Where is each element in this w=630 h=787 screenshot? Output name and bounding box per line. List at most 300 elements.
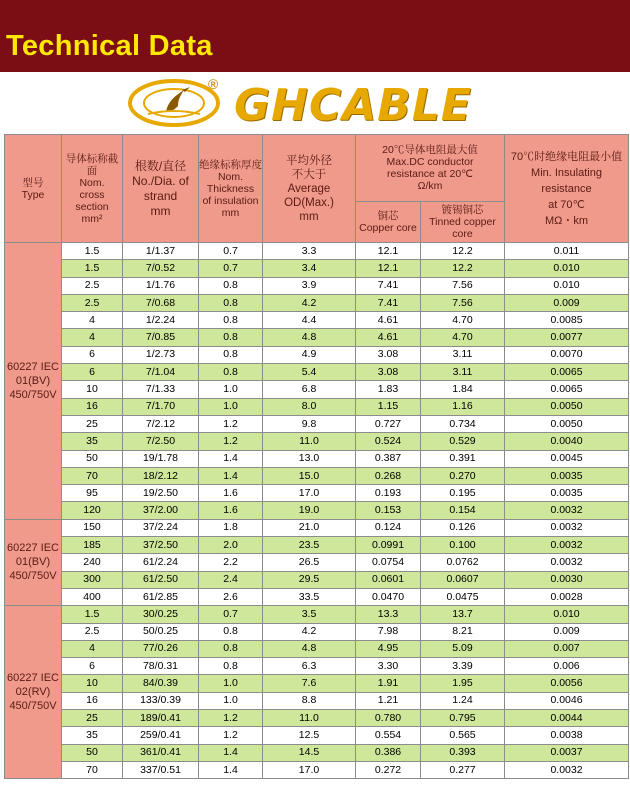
header-line: Copper core [359, 222, 417, 234]
table-cell: 4 [62, 640, 123, 657]
table-cell: 0.8 [199, 312, 263, 329]
table-cell: 1.15 [356, 398, 421, 415]
table-cell: 17.0 [263, 761, 356, 778]
table-row [5, 658, 629, 675]
table-cell: 1.83 [356, 381, 421, 398]
table-cell: 3.08 [356, 364, 421, 381]
table-cell: 0.270 [421, 467, 505, 484]
type-cell [5, 606, 62, 779]
header-copper-core [356, 202, 421, 243]
table-cell: 0.0045 [505, 450, 629, 467]
table-cell: 0.0037 [505, 744, 629, 761]
table-cell: 4.8 [263, 640, 356, 657]
table-cell: 7.6 [263, 675, 356, 692]
table-cell: 50 [62, 744, 123, 761]
header-strand [123, 135, 199, 243]
header-line: Nom. [79, 176, 105, 189]
table-cell: 0.0032 [505, 519, 629, 536]
table-row [5, 606, 629, 623]
table-cell: 35 [62, 727, 123, 744]
table-cell: 7/0.52 [123, 260, 199, 277]
table-cell: 16 [62, 398, 123, 415]
table-cell: 1/1.76 [123, 277, 199, 294]
table-cell: 1.6 [199, 485, 263, 502]
table-cell: 1/2.73 [123, 346, 199, 363]
table-cell: 361/0.41 [123, 744, 199, 761]
registered-mark: ® [208, 76, 219, 92]
table-cell: 19/1.78 [123, 450, 199, 467]
table-row [5, 346, 629, 363]
table-cell: 0.0028 [505, 588, 629, 605]
table-cell: 0.0762 [421, 554, 505, 571]
table-cell: 23.5 [263, 537, 356, 554]
table-cell: 0.386 [356, 744, 421, 761]
header-average-od [263, 135, 356, 243]
table-cell: 8.0 [263, 398, 356, 415]
table-cell: 120 [62, 502, 123, 519]
table-cell: 7.98 [356, 623, 421, 640]
header-line: 镀锡铜芯 [441, 204, 484, 216]
table-row [5, 502, 629, 519]
header-line: Thickness [206, 182, 255, 195]
table-cell: 0.0056 [505, 675, 629, 692]
header-line: resistance at 20℃ [387, 168, 473, 180]
table-cell: 0.8 [199, 346, 263, 363]
header-insulating-resistance [505, 135, 629, 243]
table-cell: 7.56 [421, 277, 505, 294]
table-row [5, 312, 629, 329]
type-line: 01(BV) [15, 556, 51, 569]
table-cell: 7/2.12 [123, 415, 199, 432]
table-cell: 70 [62, 467, 123, 484]
table-cell: 1.0 [199, 381, 263, 398]
table-cell: 0.0050 [505, 415, 629, 432]
table-cell: 3.30 [356, 658, 421, 675]
table-row [5, 450, 629, 467]
table-cell: 0.0065 [505, 381, 629, 398]
table-cell: 1.6 [199, 502, 263, 519]
table-cell: 4 [62, 312, 123, 329]
table-cell: 150 [62, 519, 123, 536]
table-cell: 7.41 [356, 294, 421, 311]
table-cell: 0.0032 [505, 761, 629, 778]
type-line: 02(RV) [15, 686, 51, 699]
table-cell: 1.2 [199, 415, 263, 432]
table-cell: 13.7 [421, 606, 505, 623]
header-line: of insulation [202, 194, 259, 207]
table-row [5, 692, 629, 709]
table-cell: 4.9 [263, 346, 356, 363]
table-cell: 0.268 [356, 467, 421, 484]
table-row [5, 571, 629, 588]
table-cell: 12.1 [356, 243, 421, 260]
table-row [5, 467, 629, 484]
table-row [5, 364, 629, 381]
table-cell: 4.61 [356, 312, 421, 329]
table-cell: 18/2.12 [123, 467, 199, 484]
table-cell: 5.09 [421, 640, 505, 657]
header-conductor-resistance [356, 135, 505, 202]
table-cell: 0.277 [421, 761, 505, 778]
table-cell: 0.565 [421, 727, 505, 744]
table-cell: 1.5 [62, 260, 123, 277]
table-cell: 0.0040 [505, 433, 629, 450]
table-cell: 0.0065 [505, 364, 629, 381]
table-cell: 4 [62, 329, 123, 346]
table-cell: 0.0046 [505, 692, 629, 709]
table-cell: 3.39 [421, 658, 505, 675]
header-line: mm [150, 203, 171, 218]
table-cell: 0.006 [505, 658, 629, 675]
table-cell: 4.61 [356, 329, 421, 346]
type-line: 60227 IEC [7, 542, 59, 555]
table-cell: 0.0077 [505, 329, 629, 346]
table-cell: 259/0.41 [123, 727, 199, 744]
table-row [5, 710, 629, 727]
table-cell: 337/0.51 [123, 761, 199, 778]
table-cell: 0.193 [356, 485, 421, 502]
table-cell: 0.009 [505, 294, 629, 311]
table-cell: 1.2 [199, 727, 263, 744]
table-cell: 0.126 [421, 519, 505, 536]
table-cell: 0.8 [199, 364, 263, 381]
table-cell: 61/2.24 [123, 554, 199, 571]
header-line: No./Dia. of [132, 173, 189, 188]
table-cell: 7.56 [421, 294, 505, 311]
table-row [5, 588, 629, 605]
table-row [5, 329, 629, 346]
table-cell: 0.0470 [356, 588, 421, 605]
header-line: Average OD(Max.) [284, 182, 334, 209]
table-cell: 1.84 [421, 381, 505, 398]
table-row [5, 260, 629, 277]
header-banner [0, 0, 630, 72]
table-cell: 0.7 [199, 243, 263, 260]
table-cell: 0.0475 [421, 588, 505, 605]
table-cell: 8.21 [421, 623, 505, 640]
table-cell: 4.95 [356, 640, 421, 657]
header-line: mm [299, 210, 319, 223]
crane-logo-icon [128, 78, 220, 128]
table-cell: 1/1.37 [123, 243, 199, 260]
table-cell: 0.0035 [505, 467, 629, 484]
header-line: strand [143, 188, 178, 203]
table-cell: 25 [62, 415, 123, 432]
table-cell: 1.4 [199, 467, 263, 484]
type-line: 450/750V [9, 570, 57, 583]
table-cell: 0.391 [421, 450, 505, 467]
table-cell: 300 [62, 571, 123, 588]
table-cell: 6 [62, 364, 123, 381]
table-row [5, 537, 629, 554]
table-cell: 1.5 [62, 243, 123, 260]
table-cell: 0.124 [356, 519, 421, 536]
table-cell: 4.4 [263, 312, 356, 329]
table-cell: 0.387 [356, 450, 421, 467]
table-cell: 10 [62, 381, 123, 398]
table-cell: 61/2.85 [123, 588, 199, 605]
table-cell: 240 [62, 554, 123, 571]
type-line: 60227 IEC [7, 360, 59, 373]
header-line: 70℃时绝缘电阻最小值 [510, 150, 623, 163]
header-line: mm [221, 206, 240, 219]
table-cell: 19/2.50 [123, 485, 199, 502]
header-tinned-copper-core [421, 202, 505, 243]
table-cell: 1.0 [199, 398, 263, 415]
table-cell: 0.154 [421, 502, 505, 519]
table-cell: 0.795 [421, 710, 505, 727]
table-cell: 0.529 [421, 433, 505, 450]
header-nom-cross-section [62, 135, 123, 243]
header-line: Min. Insulating resistance [531, 166, 602, 195]
header-line: 不大于 [291, 168, 327, 181]
table-cell: 4.70 [421, 312, 505, 329]
table-cell: 12.5 [263, 727, 356, 744]
table-cell: 0.0085 [505, 312, 629, 329]
header-insulation-thickness [199, 135, 263, 243]
table-cell: 0.727 [356, 415, 421, 432]
table-cell: 11.0 [263, 433, 356, 450]
table-cell: 400 [62, 588, 123, 605]
table-cell: 1.91 [356, 675, 421, 692]
header-type [5, 135, 62, 243]
table-cell: 0.8 [199, 329, 263, 346]
table-cell: 6.8 [263, 381, 356, 398]
table-cell: 0.0607 [421, 571, 505, 588]
table-cell: 13.0 [263, 450, 356, 467]
table-cell: 7/0.85 [123, 329, 199, 346]
table-cell: 0.393 [421, 744, 505, 761]
table-row [5, 415, 629, 432]
table-cell: 11.0 [263, 710, 356, 727]
header-line: Ω/km [417, 180, 443, 192]
table-cell: 3.11 [421, 346, 505, 363]
table-cell: 26.5 [263, 554, 356, 571]
table-cell: 2.5 [62, 623, 123, 640]
table-cell: 7/1.70 [123, 398, 199, 415]
type-cell [5, 243, 62, 520]
type-line: 60227 IEC [7, 672, 59, 685]
table-cell: 13.3 [356, 606, 421, 623]
table-cell: 1.21 [356, 692, 421, 709]
table-cell: 1.95 [421, 675, 505, 692]
table-cell: 7/0.68 [123, 294, 199, 311]
table-cell: 77/0.26 [123, 640, 199, 657]
table-cell: 2.0 [199, 537, 263, 554]
table-row [5, 519, 629, 536]
table-cell: 3.11 [421, 364, 505, 381]
header-line: 绝缘标称厚度 [199, 158, 262, 171]
table-cell: 0.7 [199, 260, 263, 277]
table-cell: 37/2.00 [123, 502, 199, 519]
table-row [5, 727, 629, 744]
type-line: 01(BV) [15, 374, 51, 387]
table-cell: 50 [62, 450, 123, 467]
table-cell: 84/0.39 [123, 675, 199, 692]
table-cell: 0.734 [421, 415, 505, 432]
type-line: 450/750V [9, 388, 57, 401]
table-cell: 1.2 [199, 433, 263, 450]
table-cell: 0.009 [505, 623, 629, 640]
header-line: 根数/直径 [134, 158, 187, 173]
table-row [5, 554, 629, 571]
table-cell: 0.0070 [505, 346, 629, 363]
brand-logo [0, 76, 630, 132]
table-cell: 95 [62, 485, 123, 502]
table-row [5, 381, 629, 398]
table-cell: 0.011 [505, 243, 629, 260]
table-cell: 6.3 [263, 658, 356, 675]
table-cell: 29.5 [263, 571, 356, 588]
table-cell: 1.4 [199, 761, 263, 778]
table-cell: 0.100 [421, 537, 505, 554]
table-cell: 70 [62, 761, 123, 778]
header-line: 铜芯 [377, 210, 399, 222]
table-row [5, 294, 629, 311]
table-cell: 17.0 [263, 485, 356, 502]
table-cell: 1/2.24 [123, 312, 199, 329]
table-cell: 185 [62, 537, 123, 554]
table-row [5, 623, 629, 640]
table-cell: 2.5 [62, 294, 123, 311]
table-cell: 133/0.39 [123, 692, 199, 709]
table-cell: 0.0030 [505, 571, 629, 588]
table-cell: 0.8 [199, 277, 263, 294]
table-cell: 0.0601 [356, 571, 421, 588]
table-cell: 0.780 [356, 710, 421, 727]
table-cell: 0.0032 [505, 537, 629, 554]
table-row [5, 675, 629, 692]
table-cell: 12.2 [421, 243, 505, 260]
table-cell: 2.6 [199, 588, 263, 605]
table-cell: 1.4 [199, 744, 263, 761]
table-row [5, 277, 629, 294]
table-cell: 25 [62, 710, 123, 727]
table-cell: 4.2 [263, 294, 356, 311]
brand-name: GHCABLE [234, 80, 472, 131]
table-cell: 0.007 [505, 640, 629, 657]
table-cell: 1.16 [421, 398, 505, 415]
technical-data-table [4, 134, 629, 779]
table-cell: 4.2 [263, 623, 356, 640]
table-cell: 0.0050 [505, 398, 629, 415]
page-title: Technical Data [6, 30, 213, 62]
table-row [5, 640, 629, 657]
table-cell: 0.8 [199, 640, 263, 657]
table-cell: 7/1.04 [123, 364, 199, 381]
table-cell: 2.2 [199, 554, 263, 571]
table-cell: 30/0.25 [123, 606, 199, 623]
table-cell: 8.8 [263, 692, 356, 709]
header-line: cross [79, 188, 105, 201]
table-cell: 0.8 [199, 623, 263, 640]
table-cell: 10 [62, 675, 123, 692]
table-cell: 5.4 [263, 364, 356, 381]
table-row [5, 243, 629, 260]
header-line: Max.DC conductor [386, 156, 474, 168]
table-cell: 0.272 [356, 761, 421, 778]
table-cell: 0.524 [356, 433, 421, 450]
table-cell: 1.0 [199, 675, 263, 692]
table-cell: 15.0 [263, 467, 356, 484]
header-line: Nom. [217, 170, 244, 183]
table-cell: 2.4 [199, 571, 263, 588]
table-cell: 12.1 [356, 260, 421, 277]
table-cell: 1.8 [199, 519, 263, 536]
table-cell: 2.5 [62, 277, 123, 294]
table-cell: 78/0.31 [123, 658, 199, 675]
header-line: MΩ・km [544, 214, 589, 227]
table-cell: 12.2 [421, 260, 505, 277]
table-cell: 1.5 [62, 606, 123, 623]
type-cell [5, 519, 62, 605]
table-cell: 6 [62, 658, 123, 675]
table-cell: 0.0032 [505, 554, 629, 571]
table-row [5, 744, 629, 761]
table-cell: 35 [62, 433, 123, 450]
table-cell: 1.4 [199, 450, 263, 467]
table-cell: 1.24 [421, 692, 505, 709]
table-body [5, 243, 629, 779]
table-cell: 7/2.50 [123, 433, 199, 450]
table-cell: 33.5 [263, 588, 356, 605]
table-cell: 189/0.41 [123, 710, 199, 727]
table-cell: 3.4 [263, 260, 356, 277]
table-cell: 0.153 [356, 502, 421, 519]
table-cell: 14.5 [263, 744, 356, 761]
table-cell: 3.5 [263, 606, 356, 623]
table-cell: 4.70 [421, 329, 505, 346]
header-line: 20℃导体电阻最大值 [382, 144, 478, 156]
table-cell: 7.41 [356, 277, 421, 294]
table-cell: 0.554 [356, 727, 421, 744]
table-cell: 0.0991 [356, 537, 421, 554]
header-line: mm² [81, 212, 103, 225]
type-line: 450/750V [9, 700, 57, 713]
table-cell: 0.0044 [505, 710, 629, 727]
table-cell: 0.195 [421, 485, 505, 502]
table-cell: 3.08 [356, 346, 421, 363]
header-line: 平均外径 [286, 154, 332, 167]
table-cell: 0.0032 [505, 502, 629, 519]
header-line: Type [21, 188, 45, 201]
table-row [5, 433, 629, 450]
table-cell: 61/2.50 [123, 571, 199, 588]
table-cell: 7/1.33 [123, 381, 199, 398]
table-cell: 9.8 [263, 415, 356, 432]
table-cell: 37/2.50 [123, 537, 199, 554]
table-cell: 37/2.24 [123, 519, 199, 536]
table-cell: 0.010 [505, 260, 629, 277]
table-row [5, 761, 629, 778]
header-line: at 70℃ [548, 198, 585, 211]
table-cell: 4.8 [263, 329, 356, 346]
table-cell: 16 [62, 692, 123, 709]
table-cell: 0.0038 [505, 727, 629, 744]
header-line: Tinned copper core [429, 216, 496, 240]
table-cell: 6 [62, 346, 123, 363]
table-row [5, 485, 629, 502]
table-row [5, 398, 629, 415]
table-cell: 0.0035 [505, 485, 629, 502]
table-cell: 0.8 [199, 658, 263, 675]
header-line: section [75, 200, 109, 213]
table-cell: 19.0 [263, 502, 356, 519]
table-cell: 1.0 [199, 692, 263, 709]
table-cell: 0.010 [505, 277, 629, 294]
table-cell: 50/0.25 [123, 623, 199, 640]
table-cell: 0.8 [199, 294, 263, 311]
